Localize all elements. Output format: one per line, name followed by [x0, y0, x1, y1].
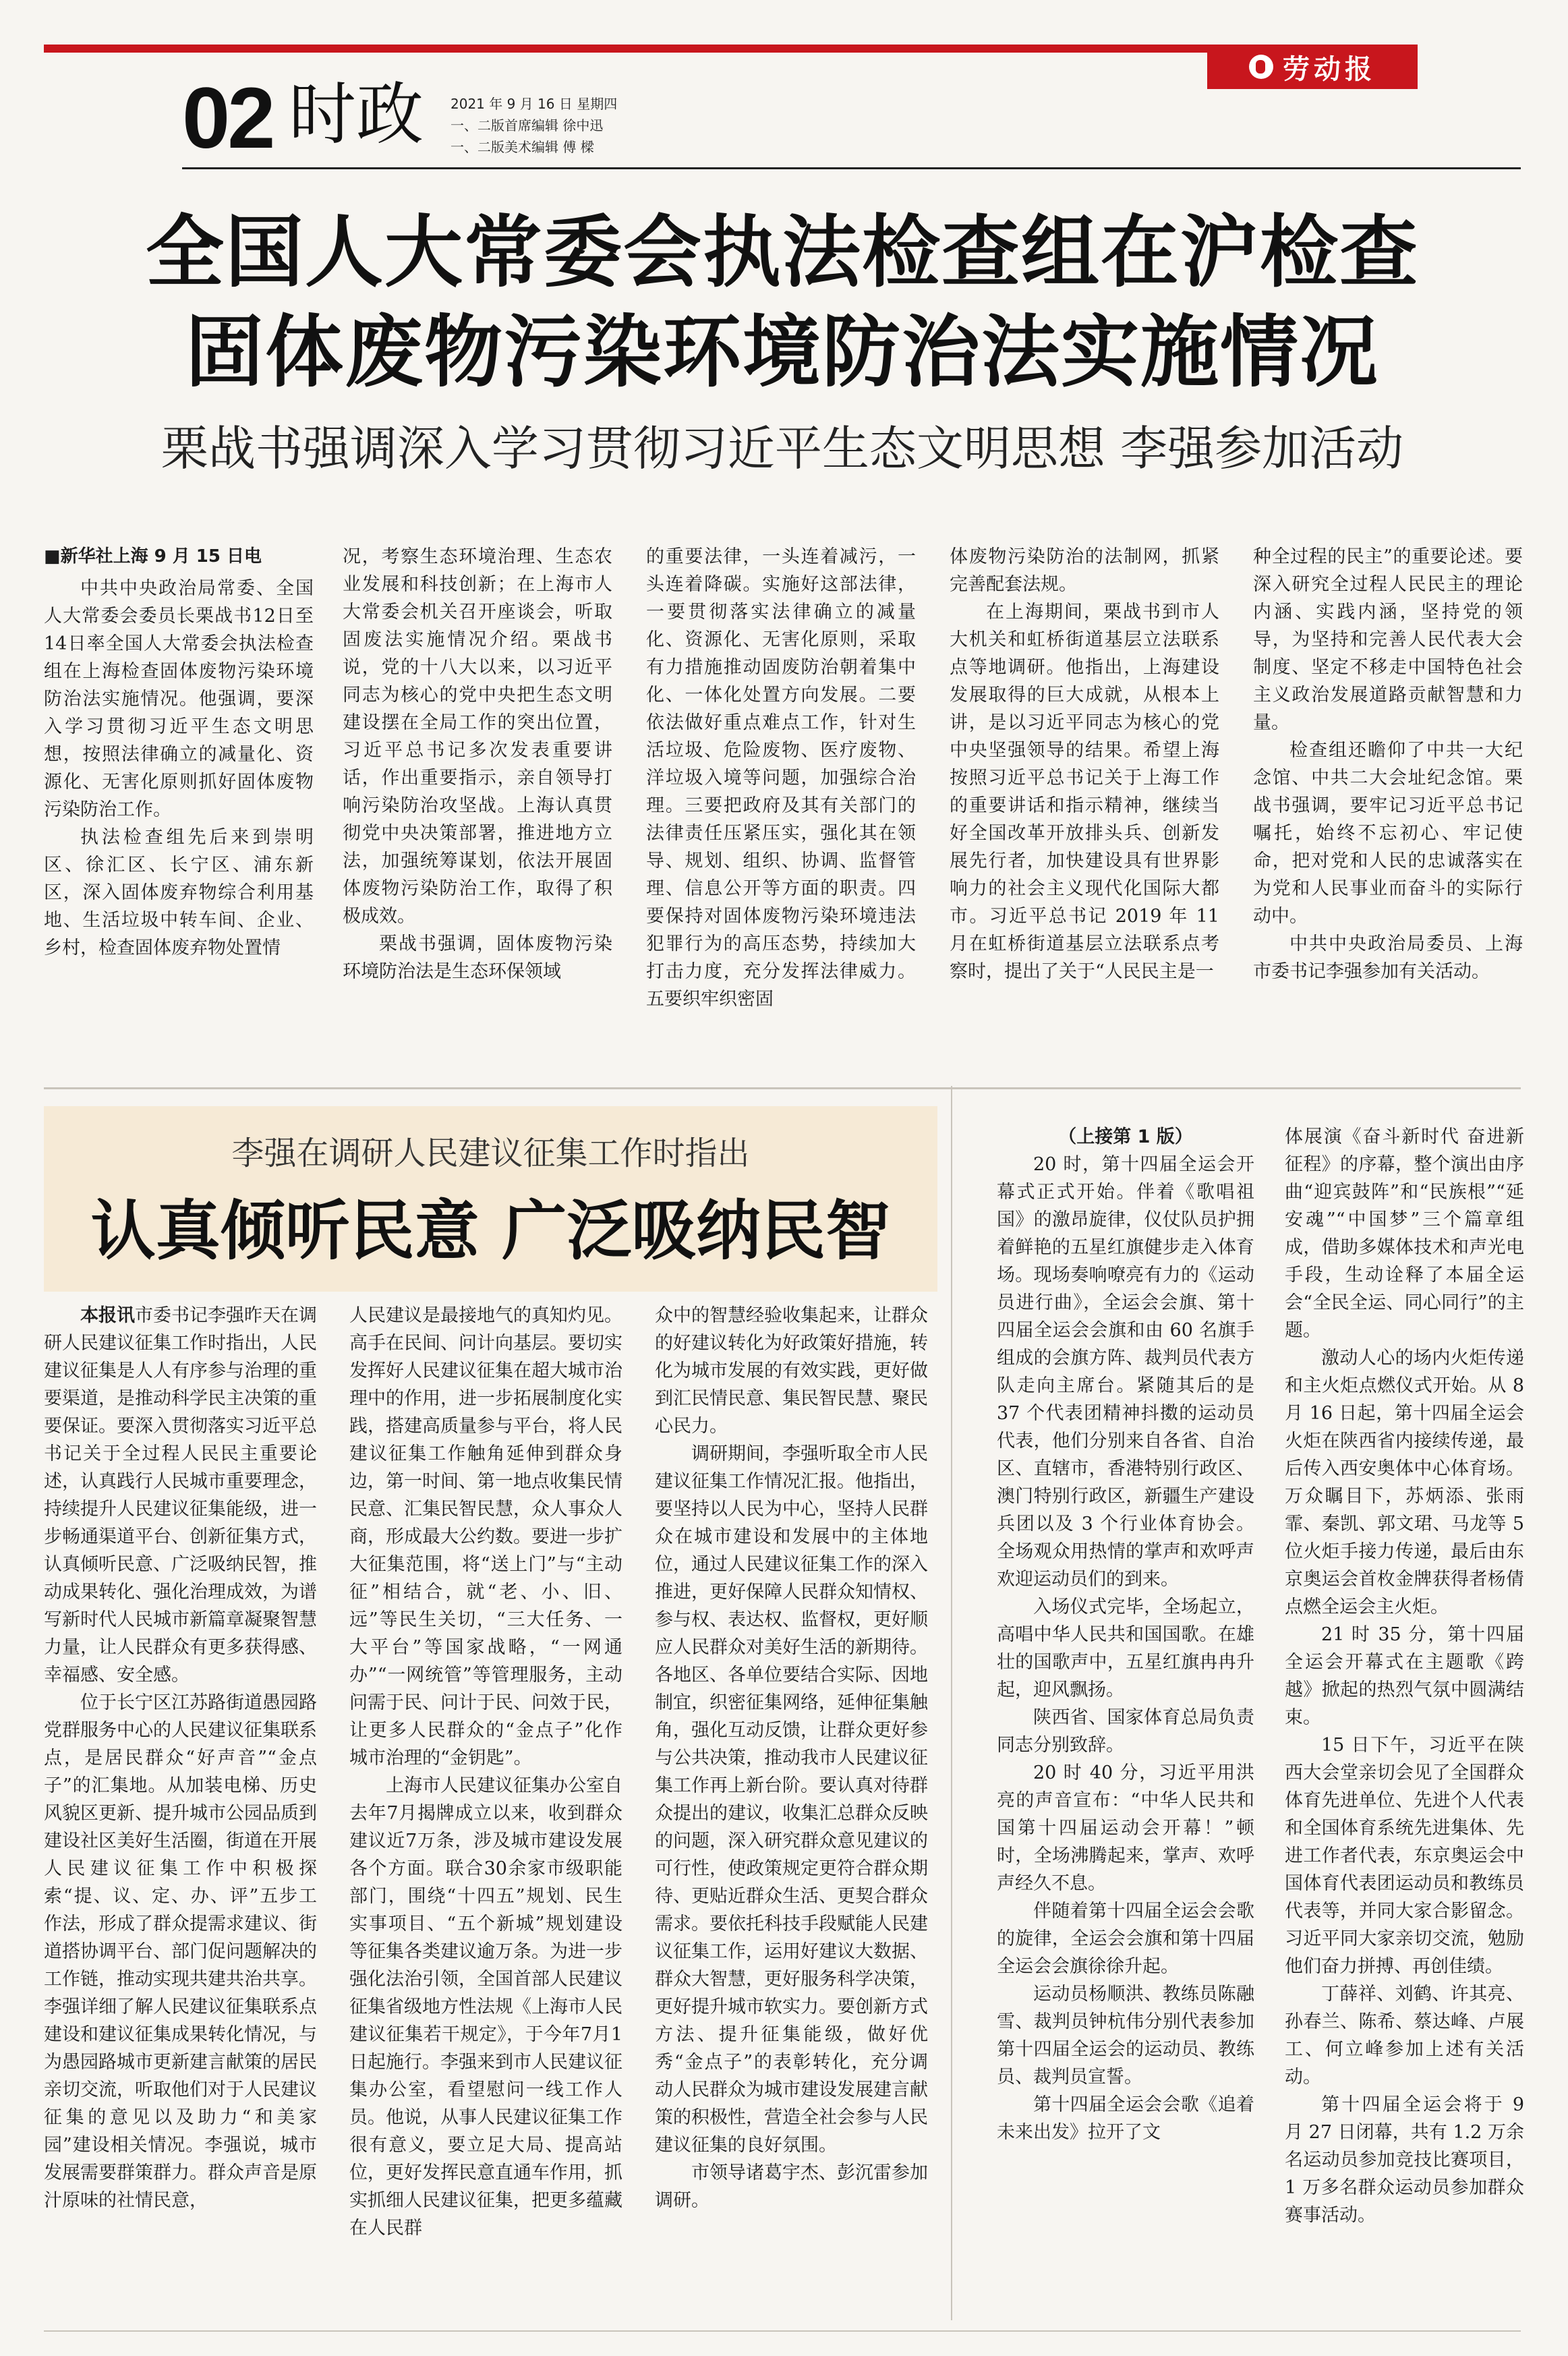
reporter-tag: 本报讯	[80, 1305, 135, 1326]
logo-icon	[1249, 55, 1273, 79]
second-paragraph: 人民建议是最接地气的真知灼见。高手在民间、问计向基层。要切实发挥好人民建议征集在超大城市治理中的作用，进一步拓展制度化实践，搭建高质量参与平台，将人民建议征集工作触角延伸到群众身边，第一时间、第一地点收集民情民意、汇集民智民慧，众人事众人商，形成最大公约数。要进一步扩大征集范围，将“送上门”与“主动征”相结合，就“老、小、旧、远”等民生关切，“三大任务、一大平台”等国家战略，“一网通办”“一网统管”等管理服务，主动问需于民、问计于民、问效于民，让更多人民群众的“金点子”化作城市治理的“金钥匙”。	[349, 1305, 622, 1769]
lead-paragraph: 体废物污染防治的法制网，抓紧完善配套法规。	[950, 546, 1219, 595]
second-column-1	[44, 1302, 317, 2327]
lead-paragraph: 在上海期间，栗战书到市人大机关和虹桥街道基层立法联系点等地调研。他指出，上海建设发展取得的巨大成就，从根本上讲，是以习近平同志为核心的党中央坚强领导的结果。希望上海按照习近平总书记关于上海工作的重要讲话和指示精神，继续当好全国改革开放排头兵、创新发展先行者，加快建设具有世界影响力的社会主义现代化国际大都市。习近平总书记 2019 年 11 月在虹桥街道基层立法联系点考察时，提出了关于“人民民主是一	[950, 602, 1219, 982]
third-paragraph: 21 时 35 分，第十四届全运会开幕式在主题歌《跨越》掀起的热烈气氛中圆满结束。	[1285, 1624, 1524, 1728]
third-paragraph: 伴随着第十四届全运会会歌的旋律，全运会会旗和第十四届全运会会旗徐徐升起。	[997, 1901, 1254, 1977]
lead-headline-line1: 全国人大常委会执法检查组在沪检查	[146, 206, 1419, 298]
lead-paragraph: 检查组还瞻仰了中共一大纪念馆、中共二大会址纪念馆。栗战书强调，要牢记习近平总书记嘱托，始终不忘初心、牢记使命，把对党和人民的忠诚落实在为党和人民事业而奋斗的实际行动中。	[1253, 740, 1523, 927]
third-paragraph: 入场仪式完毕，全场起立，高唱中华人民共和国国歌。在雄壮的国歌声中，五星红旗冉冉升起，迎风飘扬。	[997, 1597, 1254, 1700]
lead-column-4	[950, 543, 1219, 1056]
column-divider	[951, 1086, 952, 2320]
lead-paragraph: 执法检查组先后来到崇明区、徐汇区、长宁区、浦东新区，深入固体废弃物综合利用基地、生活垃圾中转车间、企业、乡村，检查固体废弃物处置情	[44, 827, 314, 958]
lead-dateline: ■新华社上海 9 月 15 日电	[44, 546, 262, 567]
second-column-2	[349, 1302, 622, 2327]
section-divider	[44, 1087, 1521, 1089]
page-number: 02	[182, 70, 273, 167]
third-paragraph: 第十四届全运会会歌《追着未来出发》拉开了文	[997, 2094, 1254, 2143]
second-paragraph: 众中的智慧经验收集起来，让群众的好建议转化为好政策好措施，转化为城市发展的有效实践，更好做到汇民情民意、集民智民慧、聚民心民力。	[655, 1305, 928, 1437]
lead-paragraph: 的重要法律，一头连着减污，一头连着降碳。实施好这部法律，一要贯彻落实法律确立的减量化、资源化、无害化原则，采取有力措施推动固废防治朝着集中化、一体化处置方向发展。二要依法做好重点难点工作，针对生活垃圾、危险废物、医疗废物、洋垃圾入境等问题，加强综合治理。三要把政府及其有关部门的法律责任压紧压实，强化其在领导、规划、组织、协调、监督管理、信息公开等方面的职责。四要保持对固体废物污染环境违法犯罪行为的高压态势，持续加大打击力度，充分发挥法律威力。五要织牢织密固	[646, 546, 916, 1010]
second-paragraph: 市领导诸葛宇杰、彭沉雷参加调研。	[655, 2162, 928, 2211]
section-name: 时政	[289, 75, 424, 154]
third-paragraph: 20 时 40 分，习近平用洪亮的声音宣布：“中华人民共和国第十四届运动会开幕！”顿时，全场沸腾起来，掌声、欢呼声经久不息。	[997, 1762, 1254, 1894]
third-column-1	[997, 1123, 1254, 2327]
lead-headline-line2: 固体废物污染环境防治法实施情况	[185, 306, 1379, 398]
second-paragraph	[44, 1302, 317, 1689]
second-story-title: 认真倾听民意 广泛吸纳民智	[90, 1193, 891, 1269]
lead-headline	[44, 202, 1521, 402]
third-paragraph: 陕西省、国家体育总局负责同志分别致辞。	[997, 1707, 1254, 1756]
lead-paragraph: 中共中央政治局常委、全国人大常委会委员长栗战书12日至14日率全国人大常委会执法检查组在上海检查固体废物污染环境防治法实施情况。他强调，要深入学习贯彻习近平生态文明思想，按照法律确立的减量化、资源化、无害化原则抓好固体废物污染防治工作。	[44, 578, 314, 820]
masthead-meta	[451, 93, 617, 158]
second-lead-text: 市委书记李强昨天在调研人民建议征集工作时指出，人民建议征集是人人有序参与治理的重要渠道，是推动科学民主决策的重要保证。要深入贯彻落实习近平总书记关于全过程人民民主重要论述，认真践行人民城市重要理念，持续提升人民建议征集能级，进一步畅通渠道平台、创新征集方式，认真倾听民意、广泛吸纳民智，推动成果转化、强化治理成效，为谱写新时代人民城市新篇章凝聚智慧力量，让人民群众有更多获得感、幸福感、安全感。	[44, 1305, 317, 1686]
chief-editor: 一、二版首席编辑 徐中迅	[451, 117, 604, 134]
art-editor: 一、二版美术编辑 傅 樑	[451, 139, 594, 155]
second-paragraph: 上海市人民建议征集办公室自去年7月揭牌成立以来，收到群众建议近7万条，涉及城市建设发展各个方面。联合30余家市级职能部门，围绕“十四五”规划、民生实事项目、“五个新城”规划建设等征集各类建议逾万条。为进一步强化法治引领，全国首部人民建议征集省级地方性法规《上海市人民建议征集若干规定》，于今年7月1日起施行。李强来到市人民建议征集办公室，看望慰问一线工作人员。他说，从事人民建议征集工作很有意义，要立足大局、提高站位，更好发挥民意直通车作用，抓实抓细人民建议征集，把更多蕴藏在人民群	[349, 1775, 622, 2239]
lead-column-1	[44, 543, 314, 1056]
masthead-rule	[182, 167, 1521, 169]
newspaper-logo[interactable]	[1207, 45, 1418, 89]
second-paragraph: 位于长宁区江苏路街道愚园路党群服务中心的人民建议征集联系点，是居民群众“好声音”“金点子”的汇集地。从加装电梯、历史风貌区更新、提升城市公园品质到建设社区美好生活圈，街道在开展人民建议征集工作中积极探索“提、议、定、办、评”五步工作法，形成了群众提需求建议、街道搭协调平台、部门促问题解决的工作链，推动实现共建共治共享。李强详细了解人民建议征集联系点建设和建议征集成果转化情况，与为愚园路城市更新建言献策的居民亲切交流，听取他们对于人民建议征集的意见以及助力“和美家园”建设相关情况。李强说，城市发展需要群策群力。群众声音是原汁原味的社情民意，	[44, 1692, 317, 2211]
third-paragraph: 激动人心的场内火炬传递和主火炬点燃仪式开始。从 8 月 16 日起，第十四届全运会火炬在陕西省内接续传递，最后传入西安奥体中心体育场。万众瞩目下，苏炳添、张雨霏、秦凯、郭文珺、马龙等 5 位火炬手接力传递，最后由东京奥运会首枚金牌获得者杨倩点燃全运会主火炬。	[1285, 1348, 1524, 1617]
lead-subhead: 栗战书强调深入学习贯彻习近平生态文明思想 李强参加活动	[161, 421, 1404, 476]
third-paragraph: 15 日下午，习近平在陕西大会堂亲切会见了全国群众体育先进单位、先进个人代表和全国体育系统先进集体、先进工作者代表，东京奥运会中国体育代表团运动员和教练员代表等，并同大家合影留念。习近平同大家亲切交流，勉励他们奋力拼搏、再创佳绩。	[1285, 1735, 1524, 1977]
bottom-rule	[44, 2330, 1521, 2332]
third-paragraph: 丁薛祥、刘鹤、许其亮、孙春兰、陈希、蔡达峰、卢展工、何立峰参加上述有关活动。	[1285, 1984, 1524, 2088]
lead-column-2	[343, 543, 612, 1056]
lead-column-5	[1253, 543, 1523, 1056]
third-column-2	[1285, 1123, 1524, 2327]
third-paragraph: 20 时，第十四届全运会开幕式正式开始。伴着《歌唱祖国》的激昂旋律，仪仗队员护拥着鲜艳的五星红旗健步走入体育场。现场奏响嘹亮有力的《运动员进行曲》，全运会会旗、第十四届全运会会旗和由 60 名旗手组成的会旗方阵、裁判员代表方队走向主席台。紧随其后的是 37 个代表团精神抖擞的运动员代表，他们分别来自各省、自治区、直辖市，香港特别行政区、澳门特别行政区，新疆生产建设兵团以及 3 个行业体育协会。全场观众用热情的掌声和欢呼声欢迎运动员们的到来。	[997, 1154, 1254, 1590]
second-paragraph: 调研期间，李强听取全市人民建议征集工作情况汇报。他指出，要坚持以人民为中心，坚持人民群众在城市建设和发展中的主体地位，通过人民建议征集工作的深入推进，更好保障人民群众知情权、参与权、表达权、监督权，更好顺应人民群众对美好生活的新期待。各地区、各单位要结合实际、因地制宜，织密征集网络，延伸征集触角，强化互动反馈，让群众更好参与公共决策，推动我市人民建议征集工作再上新台阶。要认真对待群众提出的建议，收集汇总群众反映的问题，深入研究群众意见建议的可行性，使政策规定更符合群众期待、更贴近群众生活、更契合群众需求。要依托科技手段赋能人民建议征集工作，运用好建议大数据、群众大智慧，更好服务科学决策，更好提升城市软实力。要创新方式方法、提升征集能级，做好优秀“金点子”的表彰转化，充分调动人民群众为城市建设发展建言献策的积极性，营造全社会参与人民建议征集的良好氛围。	[655, 1443, 928, 2156]
lead-paragraph: 栗战书强调，固体废物污染环境防治法是生态环保领域	[343, 933, 612, 982]
second-column-3	[655, 1302, 928, 2327]
lead-paragraph: 况，考察生态环境治理、生态农业发展和科技创新；在上海市人大常委会机关召开座谈会，听取固废法实施情况介绍。栗战书说，党的十八大以来，以习近平同志为核心的党中央把生态文明建设摆在全局工作的突出位置，习近平总书记多次发表重要讲话，作出重要指示，亲自领导打响污染防治攻坚战。上海认真贯彻党中央决策部署，推进地方立法，加强统筹谋划，依法开展固体废物污染防治工作，取得了积极成效。	[343, 546, 612, 927]
continued-from-label: （上接第 1 版）	[1058, 1126, 1193, 1147]
lead-paragraph: 中共中央政治局委员、上海市委书记李强参加有关活动。	[1253, 933, 1523, 982]
second-story-kicker: 李强在调研人民建议征集工作时指出	[231, 1134, 750, 1172]
logo-text: 劳动报	[1283, 53, 1376, 85]
third-paragraph: 运动员杨顺洪、教练员陈融雪、裁判员钟杭伟分别代表参加第十四届全运会的运动员、教练员、裁判员宣誓。	[997, 1984, 1254, 2088]
top-rule	[44, 45, 1207, 53]
third-paragraph: 体展演《奋斗新时代 奋进新征程》的序幕，整个演出由序曲“迎宾鼓阵”和“民族根”“延安魂”“中国梦”三个篇章组成，借助多媒体技术和声光电手段，生动诠释了本届全运会“全民全运、同心同行”的主题。	[1285, 1126, 1524, 1341]
lead-column-3	[646, 543, 916, 1056]
issue-date: 2021 年 9 月 16 日 星期四	[451, 96, 618, 112]
lead-paragraph: 种全过程的民主”的重要论述。要深入研究全过程人民民主的理论内涵、实践内涵，坚持党的领导，为坚持和完善人民代表大会制度、坚定不移走中国特色社会主义政治发展道路贡献智慧和力量。	[1253, 546, 1523, 733]
third-paragraph: 第十四届全运会将于 9 月 27 日闭幕，共有 1.2 万余名运动员参加竞技比赛项目，1 万多名群众运动员参加群众赛事活动。	[1285, 2094, 1524, 2226]
